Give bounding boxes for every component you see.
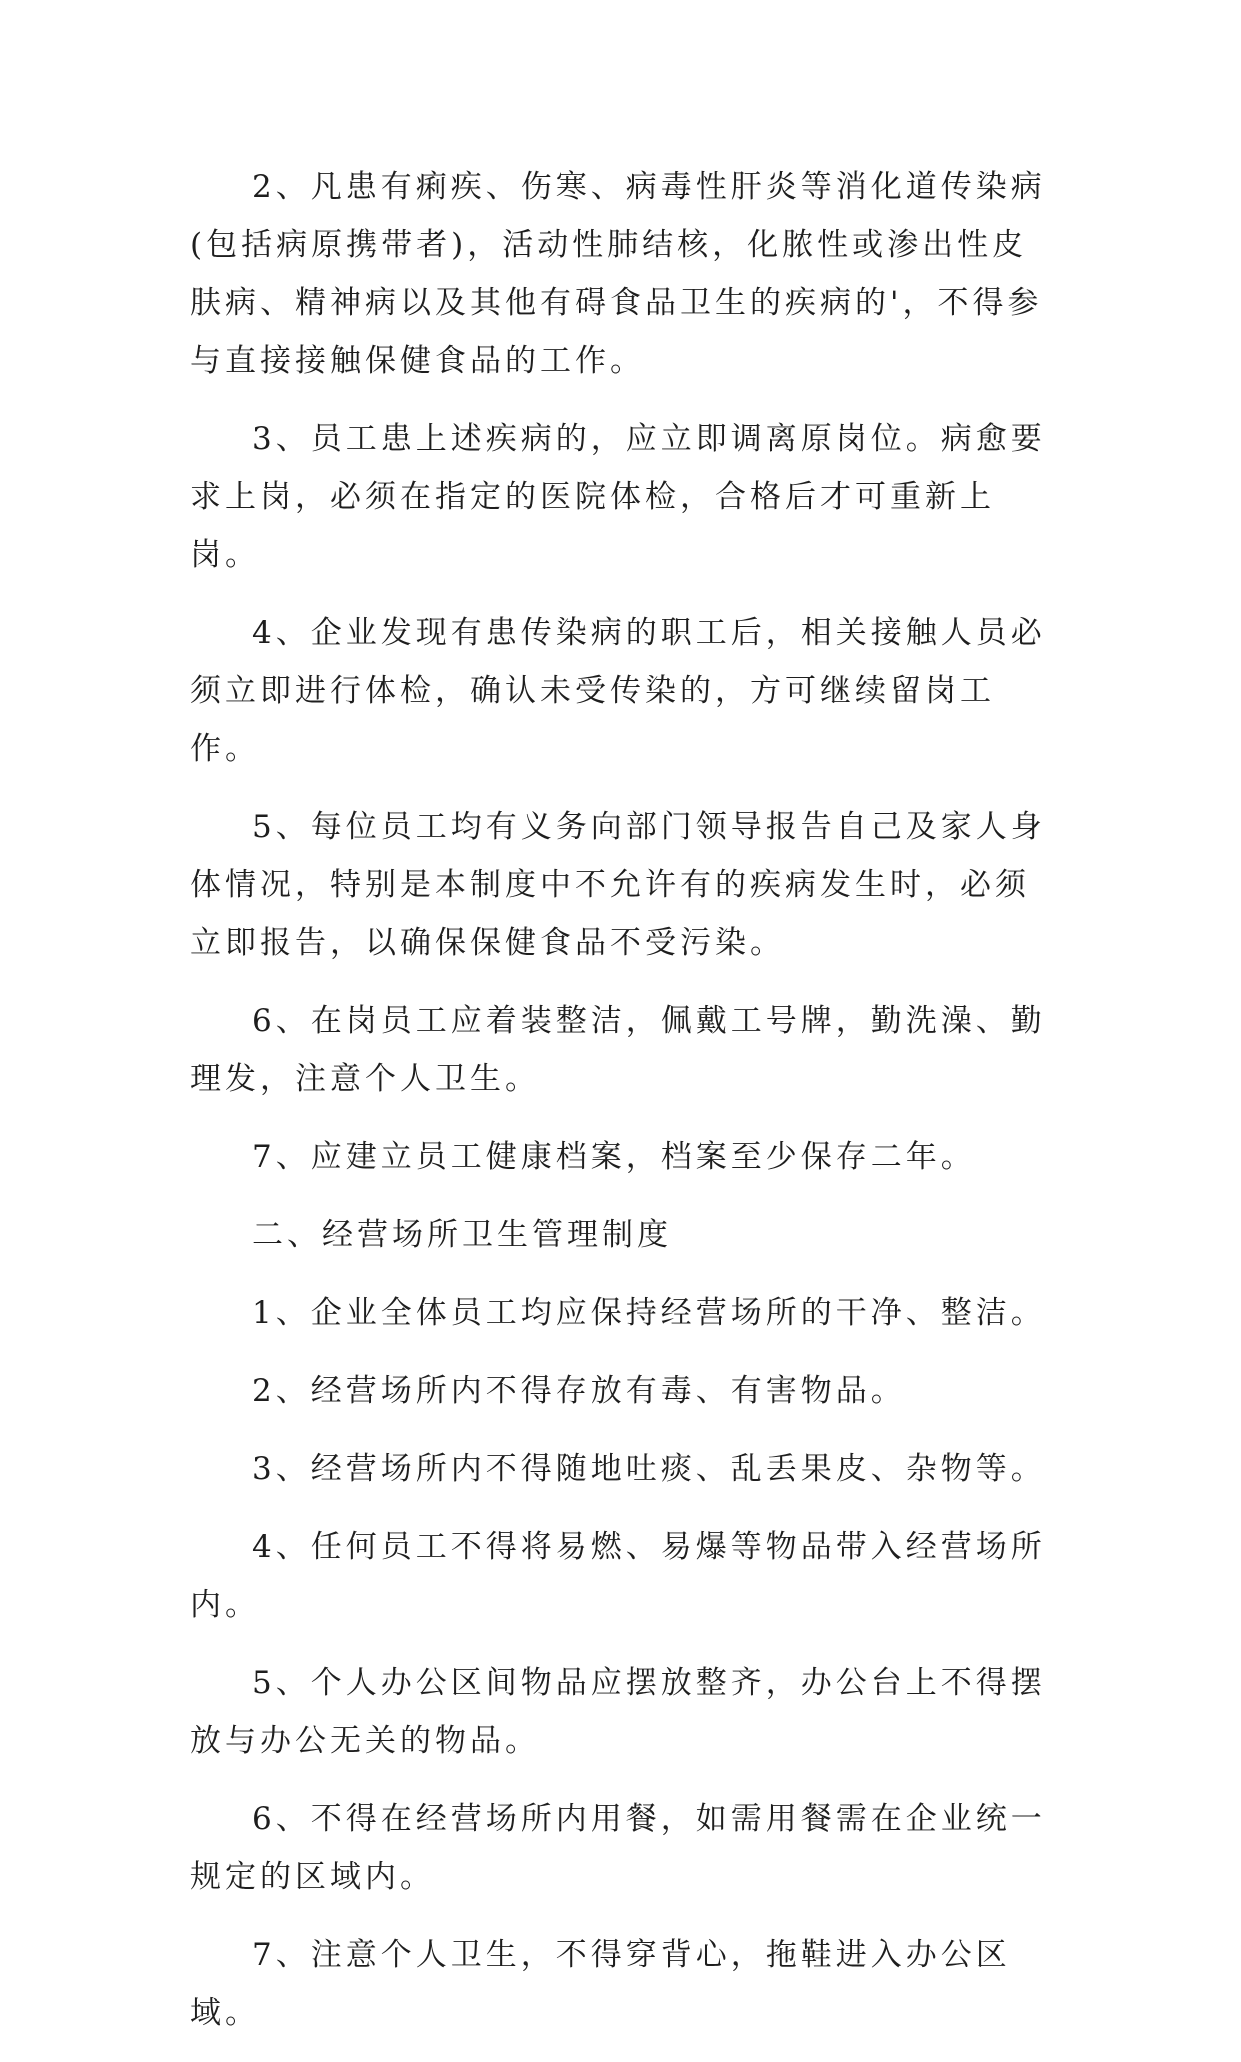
paragraph-reassignment: 3、员工患上述疾病的，应立即调离原岗位。病愈要求上岗，必须在指定的医院体检，合格后才可重新上岗。 bbox=[190, 421, 1046, 573]
paragraph-no-flammables: 4、任何员工不得将易燃、易爆等物品带入经营场所内。 bbox=[190, 1529, 1046, 1623]
paragraph-personal-hygiene: 7、注意个人卫生，不得穿背心，拖鞋进入办公区域。 bbox=[190, 1937, 1011, 2031]
paragraph-keep-clean: 1、企业全体员工均应保持经营场所的干净、整洁。 bbox=[252, 1295, 1046, 1331]
paragraph-dress-code: 6、在岗员工应着装整洁，佩戴工号牌，勤洗澡、勤理发，注意个人卫生。 bbox=[190, 1003, 1046, 1097]
paragraph-report-duty: 5、每位员工均有义务向部门领导报告自己及家人身体情况，特别是本制度中不允许有的疾病发生时，必须立即报告，以确保保健食品不受污染。 bbox=[190, 809, 1046, 961]
paragraph-contact-checkup: 4、企业发现有患传染病的职工后，相关接触人员必须立即进行体检，确认未受传染的，方可继续留岗工作。 bbox=[190, 615, 1046, 767]
paragraph-no-eating: 6、不得在经营场所内用餐，如需用餐需在企业统一规定的区域内。 bbox=[190, 1801, 1046, 1895]
paragraph-tidy-desk: 5、个人办公区间物品应摆放整齐，办公台上不得摆放与办公无关的物品。 bbox=[190, 1665, 1046, 1759]
document-body bbox=[190, 158, 1060, 2062]
paragraph-health-diseases: 2、凡患有痢疾、伤寒、病毒性肝炎等消化道传染病(包括病原携带者)，活动性肺结核，化脓性或渗出性皮肤病、精神病以及其他有碍食品卫生的疾病的'，不得参与直接接触保健食品的工作。 bbox=[190, 169, 1046, 379]
section-heading-premises-hygiene: 二、经营场所卫生管理制度 bbox=[252, 1217, 672, 1253]
paragraph-no-toxic-items: 2、经营场所内不得存放有毒、有害物品。 bbox=[252, 1373, 906, 1409]
paragraph-no-spitting: 3、经营场所内不得随地吐痰、乱丢果皮、杂物等。 bbox=[252, 1451, 1046, 1487]
paragraph-health-records: 7、应建立员工健康档案，档案至少保存二年。 bbox=[252, 1139, 976, 1175]
